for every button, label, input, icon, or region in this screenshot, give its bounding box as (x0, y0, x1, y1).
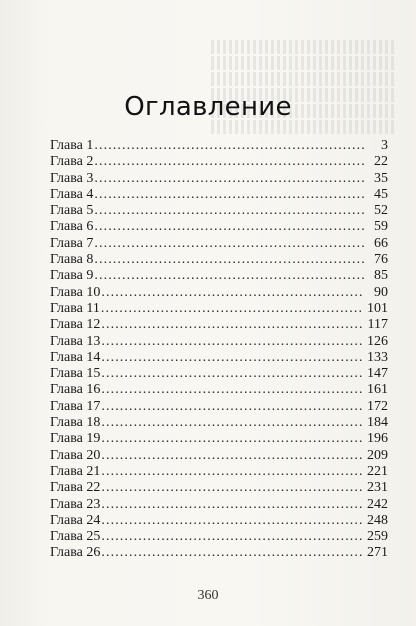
toc-entry (50, 252, 388, 268)
dot-leader (101, 464, 363, 480)
chapter-page-number: 85 (374, 268, 388, 284)
chapter-page-number: 248 (367, 512, 388, 528)
chapter-label: Глава 14 (50, 349, 101, 365)
chapter-label: Глава 10 (50, 284, 101, 300)
chapter-label: Глава 6 (50, 219, 94, 235)
chapter-label: Глава 4 (50, 186, 94, 202)
page-number: 360 (197, 588, 219, 603)
toc-entry (50, 431, 388, 447)
chapter-page-number: 209 (367, 447, 388, 463)
chapter-page-number: 101 (367, 300, 388, 316)
chapter-page-number: 126 (367, 333, 388, 349)
dot-leader (101, 366, 363, 382)
dot-leader (101, 317, 363, 333)
toc-entry (50, 480, 388, 496)
toc-entry (50, 415, 388, 431)
chapter-page-number: 271 (367, 545, 388, 561)
toc-entry (50, 497, 388, 513)
toc-entry (50, 187, 388, 203)
toc-entry (50, 382, 388, 398)
chapter-page-number: 231 (367, 480, 388, 496)
dot-leader (94, 203, 364, 219)
chapter-label: Глава 8 (50, 252, 94, 268)
dot-leader (101, 513, 363, 529)
dot-leader (94, 219, 364, 235)
chapter-label: Глава 13 (50, 333, 101, 349)
chapter-label: Глава 5 (50, 203, 94, 219)
chapter-label: Глава 12 (50, 317, 101, 333)
toc-entry (50, 203, 388, 219)
chapter-page-number: 147 (367, 366, 388, 382)
dot-leader (94, 138, 364, 154)
toc-entry (50, 268, 388, 284)
dot-leader (101, 497, 363, 513)
toc-entry (50, 334, 388, 350)
chapter-page-number: 45 (374, 186, 388, 202)
chapter-label: Глава 2 (50, 154, 94, 170)
chapter-page-number: 52 (374, 203, 388, 219)
chapter-label: Глава 11 (50, 300, 100, 316)
toc-entry (50, 285, 388, 301)
toc-entry (50, 219, 388, 235)
toc-entry (50, 513, 388, 529)
chapter-label: Глава 7 (50, 235, 94, 251)
dot-leader (94, 236, 364, 252)
dot-leader (94, 187, 364, 203)
toc-entry (50, 236, 388, 252)
dot-leader (101, 285, 364, 301)
toc-entry (50, 317, 388, 333)
toc-entry (50, 448, 388, 464)
dot-leader (101, 334, 363, 350)
toc-entry (50, 301, 388, 317)
dot-leader (101, 448, 363, 464)
chapter-page-number: 22 (374, 154, 388, 170)
dot-leader (101, 415, 363, 431)
dot-leader (101, 431, 363, 447)
chapter-label: Глава 18 (50, 415, 101, 431)
dot-leader (101, 529, 363, 545)
toc-entry (50, 464, 388, 480)
toc-entry (50, 529, 388, 545)
chapter-label: Глава 9 (50, 268, 94, 284)
chapter-label: Глава 20 (50, 447, 101, 463)
chapter-label: Глава 25 (50, 529, 101, 545)
toc-entry (50, 545, 388, 561)
dot-leader (94, 268, 364, 284)
chapter-page-number: 196 (367, 431, 388, 447)
toc-entry (50, 350, 388, 366)
table-of-contents (50, 138, 388, 562)
chapter-label: Глава 15 (50, 366, 101, 382)
chapter-page-number: 59 (374, 219, 388, 235)
dot-leader (101, 382, 363, 398)
dot-leader (94, 252, 364, 268)
chapter-label: Глава 3 (50, 170, 94, 186)
chapter-label: Глава 19 (50, 431, 101, 447)
page-title: Оглавление (124, 92, 292, 122)
dot-leader (101, 399, 363, 415)
chapter-page-number: 66 (374, 235, 388, 251)
toc-entry (50, 138, 388, 154)
chapter-page-number: 242 (367, 496, 388, 512)
toc-entry (50, 171, 388, 187)
chapter-label: Глава 23 (50, 496, 101, 512)
show-through-text (211, 40, 396, 140)
toc-entry (50, 399, 388, 415)
chapter-page-number: 161 (367, 382, 388, 398)
dot-leader (94, 171, 364, 187)
chapter-page-number: 184 (367, 415, 388, 431)
chapter-page-number: 133 (367, 349, 388, 365)
toc-entry (50, 154, 388, 170)
dot-leader (101, 301, 363, 317)
chapter-label: Глава 24 (50, 512, 101, 528)
dot-leader (94, 154, 364, 170)
chapter-page-number: 90 (374, 284, 388, 300)
chapter-page-number: 76 (374, 252, 388, 268)
chapter-label: Глава 17 (50, 398, 101, 414)
chapter-page-number: 117 (367, 317, 388, 333)
chapter-page-number: 221 (367, 463, 388, 479)
chapter-label: Глава 26 (50, 545, 101, 561)
chapter-page-number: 259 (367, 529, 388, 545)
chapter-label: Глава 1 (50, 138, 94, 153)
dot-leader (101, 350, 363, 366)
chapter-page-number: 3 (381, 138, 388, 153)
chapter-label: Глава 16 (50, 382, 101, 398)
chapter-label: Глава 22 (50, 480, 101, 496)
chapter-label: Глава 21 (50, 463, 101, 479)
chapter-page-number: 172 (367, 398, 388, 414)
toc-entry (50, 366, 388, 382)
dot-leader (101, 545, 363, 561)
dot-leader (101, 480, 363, 496)
chapter-page-number: 35 (374, 170, 388, 186)
